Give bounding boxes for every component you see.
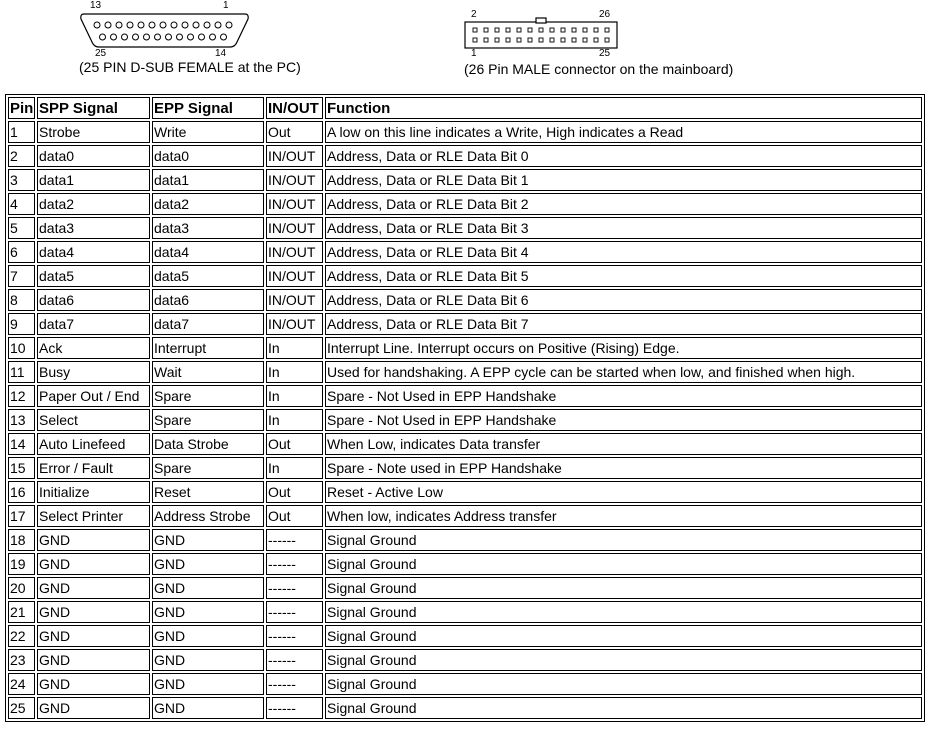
dsub-pin [149, 22, 155, 28]
cell-spp-signal: data2 [37, 193, 150, 215]
cell-pin: 1 [8, 121, 35, 143]
cell-in-out: IN/OUT [266, 289, 323, 311]
cell-function: Address, Data or RLE Data Bit 6 [325, 289, 922, 311]
cell-in-out: Out [266, 481, 323, 503]
cell-in-out: IN/OUT [266, 217, 323, 239]
dsub-pin [166, 34, 172, 40]
cell-in-out: In [266, 409, 323, 431]
cell-spp-signal: Select Printer [37, 505, 150, 527]
cell-in-out: In [266, 457, 323, 479]
header-caption: (26 Pin MALE connector on the mainboard) [464, 61, 734, 77]
cell-pin: 14 [8, 433, 35, 455]
header-pin-1-label: 1 [471, 48, 477, 59]
cell-epp-signal: Address Strobe [152, 505, 264, 527]
table-row [8, 193, 922, 215]
table-row [8, 289, 922, 311]
cell-pin: 20 [8, 577, 35, 599]
dsub-pin [204, 22, 210, 28]
cell-epp-signal: GND [152, 625, 264, 647]
cell-pin: 12 [8, 385, 35, 407]
connector-diagrams [0, 0, 932, 90]
dsub-pin [138, 22, 144, 28]
header-pin [561, 28, 565, 32]
cell-spp-signal: GND [37, 529, 150, 551]
dsub-caption: (25 PIN D-SUB FEMALE at the PC) [79, 59, 301, 75]
dsub-pin [127, 22, 133, 28]
cell-in-out: Out [266, 121, 323, 143]
header-pin [583, 28, 587, 32]
dsub-pin [144, 34, 150, 40]
cell-spp-signal: GND [37, 673, 150, 695]
cell-in-out: IN/OUT [266, 241, 323, 263]
cell-function: Spare - Not Used in EPP Handshake [325, 409, 922, 431]
cell-in-out: In [266, 337, 323, 359]
cell-spp-signal: data1 [37, 169, 150, 191]
cell-spp-signal: Strobe [37, 121, 150, 143]
cell-in-out: ------ [266, 601, 323, 623]
cell-function: Address, Data or RLE Data Bit 3 [325, 217, 922, 239]
cell-spp-signal: data4 [37, 241, 150, 263]
cell-pin: 22 [8, 625, 35, 647]
table-row [8, 121, 922, 143]
cell-in-out: IN/OUT [266, 313, 323, 335]
dsub-pin [215, 22, 221, 28]
cell-epp-signal: GND [152, 697, 264, 719]
table-row [8, 457, 922, 479]
pinout-table-container [5, 94, 923, 722]
dsub-pin-1-label: 1 [223, 0, 229, 11]
dsub-pin [116, 22, 122, 28]
header-pin [583, 38, 587, 42]
cell-epp-signal: data2 [152, 193, 264, 215]
dsub-pin [210, 34, 216, 40]
cell-epp-signal: Wait [152, 361, 264, 383]
cell-spp-signal: GND [37, 577, 150, 599]
dsub-pin [226, 22, 232, 28]
cell-epp-signal: GND [152, 601, 264, 623]
table-row [8, 649, 922, 671]
cell-spp-signal: Busy [37, 361, 150, 383]
cell-spp-signal: GND [37, 553, 150, 575]
header-pin [539, 28, 543, 32]
header-spp-signal: SPP Signal [37, 97, 150, 119]
cell-epp-signal: Write [152, 121, 264, 143]
table-row [8, 217, 922, 239]
cell-spp-signal: data0 [37, 145, 150, 167]
cell-spp-signal: GND [37, 649, 150, 671]
dsub-pin [133, 34, 139, 40]
table-row [8, 433, 922, 455]
cell-pin: 16 [8, 481, 35, 503]
header-pin [484, 38, 488, 42]
cell-function: Address, Data or RLE Data Bit 1 [325, 169, 922, 191]
header-pin [572, 38, 576, 42]
header-in-out: IN/OUT [266, 97, 323, 119]
header-pin [594, 28, 598, 32]
table-row [8, 697, 922, 719]
cell-in-out: ------ [266, 649, 323, 671]
cell-pin: 21 [8, 601, 35, 623]
cell-function: Spare - Not Used in EPP Handshake [325, 385, 922, 407]
dsub-pin-13-label: 13 [90, 0, 102, 11]
header-pin [484, 28, 488, 32]
header-pin [528, 38, 532, 42]
header-pin [539, 38, 543, 42]
cell-in-out: In [266, 361, 323, 383]
cell-function: Signal Ground [325, 529, 922, 551]
dsub-pin [182, 22, 188, 28]
dsub-pin [105, 22, 111, 28]
pinout-table [5, 94, 925, 722]
cell-function: Reset - Active Low [325, 481, 922, 503]
cell-in-out: ------ [266, 529, 323, 551]
cell-pin: 8 [8, 289, 35, 311]
table-row [8, 529, 922, 551]
cell-function: Signal Ground [325, 625, 922, 647]
cell-epp-signal: data3 [152, 217, 264, 239]
header-pin [517, 28, 521, 32]
cell-function: When Low, indicates Data transfer [325, 433, 922, 455]
cell-spp-signal: GND [37, 601, 150, 623]
cell-pin: 18 [8, 529, 35, 551]
cell-function: A low on this line indicates a Write, High indicates a Read [325, 121, 922, 143]
cell-epp-signal: data5 [152, 265, 264, 287]
table-row [8, 169, 922, 191]
cell-spp-signal: data7 [37, 313, 150, 335]
dsub-pin [188, 34, 194, 40]
table-row [8, 625, 922, 647]
cell-epp-signal: Spare [152, 457, 264, 479]
dsub-pin [221, 34, 227, 40]
cell-pin: 6 [8, 241, 35, 263]
cell-spp-signal: Ack [37, 337, 150, 359]
table-row [8, 601, 922, 623]
cell-epp-signal: data7 [152, 313, 264, 335]
cell-function: Signal Ground [325, 601, 922, 623]
cell-function: Signal Ground [325, 577, 922, 599]
cell-pin: 7 [8, 265, 35, 287]
cell-pin: 25 [8, 697, 35, 719]
table-row [8, 265, 922, 287]
cell-epp-signal: data6 [152, 289, 264, 311]
header-connector-outline [465, 22, 617, 48]
header-pin [605, 38, 609, 42]
dsub-pin [111, 34, 117, 40]
cell-in-out: IN/OUT [266, 145, 323, 167]
cell-spp-signal: data6 [37, 289, 150, 311]
dsub-pin [122, 34, 128, 40]
cell-spp-signal: GND [37, 625, 150, 647]
header-pin [506, 38, 510, 42]
cell-in-out: Out [266, 433, 323, 455]
cell-in-out: ------ [266, 577, 323, 599]
table-row [8, 313, 922, 335]
header-pin [473, 38, 477, 42]
cell-epp-signal: GND [152, 529, 264, 551]
cell-in-out: IN/OUT [266, 193, 323, 215]
header-pin-2-label: 2 [471, 9, 477, 20]
cell-in-out: In [266, 385, 323, 407]
dsub-connector-outline [81, 14, 248, 47]
header-key-notch [536, 18, 546, 23]
table-header-row [8, 97, 922, 119]
header-pin [605, 28, 609, 32]
cell-function: Interrupt Line. Interrupt occurs on Positive (Rising) Edge. [325, 337, 922, 359]
dsub-pin [177, 34, 183, 40]
cell-spp-signal: Error / Fault [37, 457, 150, 479]
cell-spp-signal: data5 [37, 265, 150, 287]
dsub-pin [155, 34, 161, 40]
table-row [8, 337, 922, 359]
dsub-pin-25-label: 25 [95, 48, 107, 59]
cell-epp-signal: GND [152, 673, 264, 695]
cell-epp-signal: data4 [152, 241, 264, 263]
cell-spp-signal: data3 [37, 217, 150, 239]
cell-function: Used for handshaking. A EPP cycle can be started when low, and finished when high. [325, 361, 922, 383]
cell-pin: 15 [8, 457, 35, 479]
cell-function: Address, Data or RLE Data Bit 0 [325, 145, 922, 167]
dsub-pin [100, 34, 106, 40]
cell-pin: 11 [8, 361, 35, 383]
cell-spp-signal: Initialize [37, 481, 150, 503]
cell-epp-signal: GND [152, 577, 264, 599]
table-row [8, 241, 922, 263]
cell-pin: 9 [8, 313, 35, 335]
dsub-pin [193, 22, 199, 28]
cell-in-out: Out [266, 505, 323, 527]
cell-function: Signal Ground [325, 673, 922, 695]
cell-epp-signal: GND [152, 553, 264, 575]
cell-function: Address, Data or RLE Data Bit 2 [325, 193, 922, 215]
cell-pin: 2 [8, 145, 35, 167]
dsub-pin [199, 34, 205, 40]
table-row [8, 145, 922, 167]
cell-function: Signal Ground [325, 553, 922, 575]
cell-spp-signal: GND [37, 697, 150, 719]
cell-function: Signal Ground [325, 649, 922, 671]
cell-pin: 23 [8, 649, 35, 671]
table-row [8, 409, 922, 431]
table-row [8, 577, 922, 599]
cell-in-out: ------ [266, 553, 323, 575]
cell-epp-signal: Spare [152, 409, 264, 431]
cell-pin: 19 [8, 553, 35, 575]
cell-in-out: ------ [266, 625, 323, 647]
header-pin [506, 28, 510, 32]
header-pin [550, 28, 554, 32]
table-row [8, 505, 922, 527]
header-pin [517, 38, 521, 42]
header-pin-25-label: 25 [599, 48, 611, 59]
cell-pin: 13 [8, 409, 35, 431]
cell-pin: 24 [8, 673, 35, 695]
table-row [8, 673, 922, 695]
table-row [8, 385, 922, 407]
cell-epp-signal: Data Strobe [152, 433, 264, 455]
dsub-pin-14-label: 14 [215, 48, 227, 59]
cell-epp-signal: Spare [152, 385, 264, 407]
cell-epp-signal: data0 [152, 145, 264, 167]
table-body [8, 121, 922, 719]
cell-in-out: ------ [266, 673, 323, 695]
cell-in-out: IN/OUT [266, 169, 323, 191]
cell-function: Address, Data or RLE Data Bit 4 [325, 241, 922, 263]
cell-in-out: ------ [266, 697, 323, 719]
header-epp-signal: EPP Signal [152, 97, 264, 119]
cell-spp-signal: Paper Out / End [37, 385, 150, 407]
header-pin [495, 38, 499, 42]
header-pin [528, 28, 532, 32]
header-function: Function [325, 97, 922, 119]
cell-epp-signal: GND [152, 649, 264, 671]
cell-function: Spare - Note used in EPP Handshake [325, 457, 922, 479]
cell-epp-signal: Interrupt [152, 337, 264, 359]
cell-pin: 4 [8, 193, 35, 215]
cell-epp-signal: Reset [152, 481, 264, 503]
cell-epp-signal: data1 [152, 169, 264, 191]
header-pin [495, 28, 499, 32]
table-row [8, 481, 922, 503]
header-pin [550, 38, 554, 42]
cell-function: When low, indicates Address transfer [325, 505, 922, 527]
header-pin [594, 38, 598, 42]
cell-pin: 5 [8, 217, 35, 239]
dsub-pin [160, 22, 166, 28]
header-pin [473, 28, 477, 32]
header-pin [572, 28, 576, 32]
dsub-pin [171, 22, 177, 28]
cell-pin: 10 [8, 337, 35, 359]
cell-function: Address, Data or RLE Data Bit 7 [325, 313, 922, 335]
cell-in-out: IN/OUT [266, 265, 323, 287]
table-row [8, 553, 922, 575]
dsub-pin [94, 22, 100, 28]
header-pin: Pin [8, 97, 35, 119]
cell-pin: 3 [8, 169, 35, 191]
cell-spp-signal: Auto Linefeed [37, 433, 150, 455]
cell-pin: 17 [8, 505, 35, 527]
cell-spp-signal: Select [37, 409, 150, 431]
header-pin [561, 38, 565, 42]
table-row [8, 361, 922, 383]
cell-function: Address, Data or RLE Data Bit 5 [325, 265, 922, 287]
cell-function: Signal Ground [325, 697, 922, 719]
header-pin-26-label: 26 [599, 9, 611, 20]
